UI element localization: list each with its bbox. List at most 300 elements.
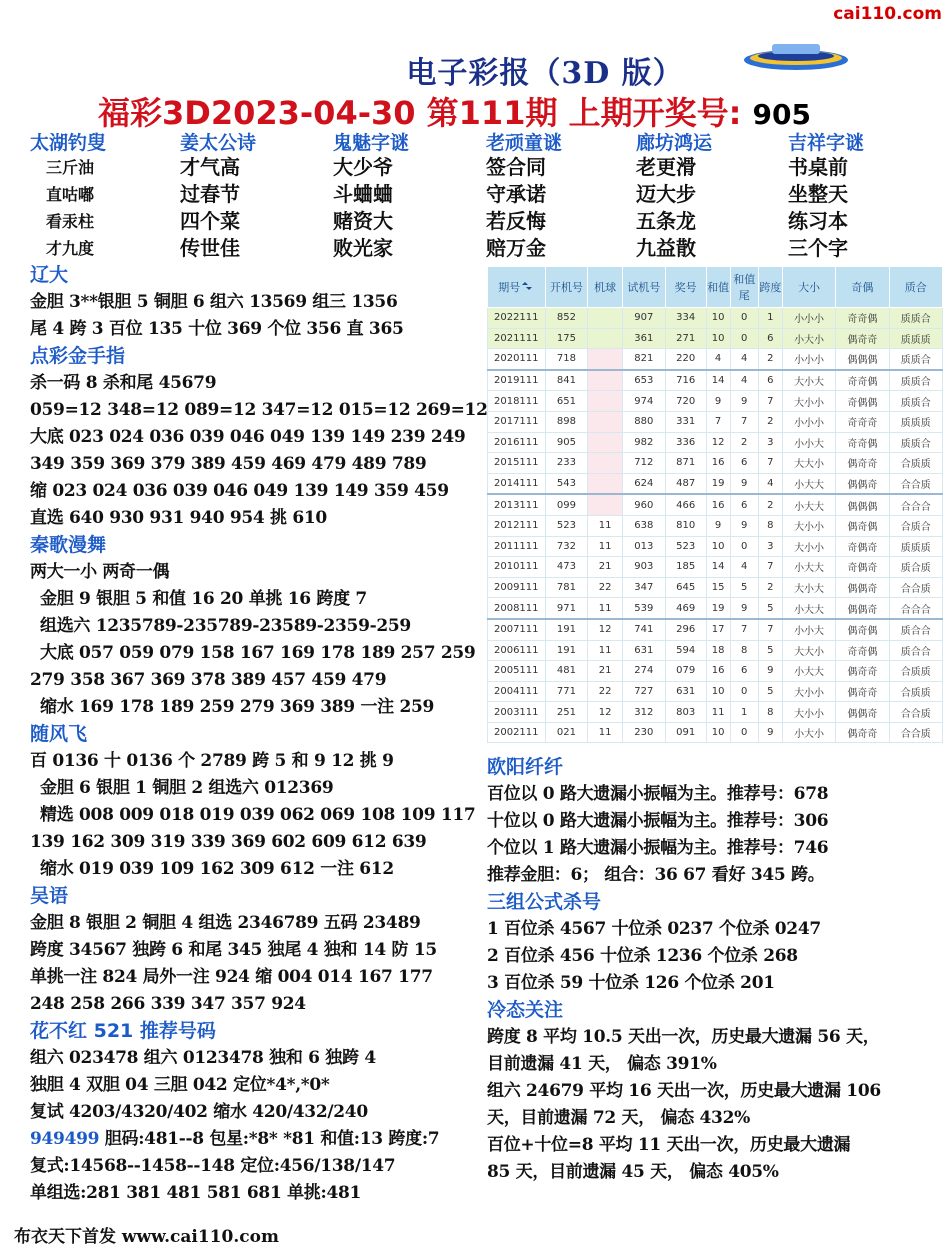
table-cell: 16 — [706, 661, 730, 682]
table-cell: 大小大 — [782, 577, 835, 598]
table-cell: 6 — [730, 494, 758, 515]
table-cell: 9 — [730, 598, 758, 619]
table-cell: 336 — [665, 432, 706, 453]
table-cell: 合合质 — [889, 702, 942, 723]
column-header: 奇偶 — [836, 267, 889, 308]
section-title-lengtai: 冷态关注 — [487, 999, 564, 1021]
table-cell: 21 — [588, 661, 623, 682]
table-cell: 14 — [706, 370, 730, 391]
table-cell: 6 — [730, 661, 758, 682]
table-cell: 624 — [622, 473, 665, 494]
footer: 布衣天下首发 www.cai110.com — [14, 1227, 279, 1247]
table-cell: 4 — [730, 370, 758, 391]
tip-line: 金胆 9 银胆 5 和值 16 20 单挑 16 跨度 7 — [40, 589, 367, 609]
table-cell: 347 — [622, 577, 665, 598]
table-cell: 小大小 — [782, 328, 835, 349]
table-row — [488, 577, 943, 598]
table-cell: 191 — [545, 619, 588, 640]
table-cell: 880 — [622, 411, 665, 432]
tip-line: 缩水 169 178 189 259 279 369 389 一注 259 — [40, 697, 435, 717]
table-cell: 偶奇偶 — [836, 515, 889, 536]
table-cell: 奇偶偶 — [836, 391, 889, 412]
riddle-line: 三个字 — [788, 236, 848, 260]
riddle-line: 败光家 — [333, 236, 393, 260]
table-cell: 712 — [622, 453, 665, 474]
code-949499: 949499 — [30, 1129, 100, 1149]
table-cell: 偶偶奇 — [836, 598, 889, 619]
table-cell: 11 — [588, 598, 623, 619]
table-cell: 质合质 — [889, 557, 942, 578]
table-cell: 7 — [758, 619, 782, 640]
section-title-ouyang: 欧阳纤纤 — [487, 756, 564, 778]
table-row — [488, 391, 943, 412]
column-header-period[interactable]: 期号 — [488, 267, 546, 308]
table-cell: 小大大 — [782, 494, 835, 515]
table-cell: 质质合 — [889, 432, 942, 453]
table-cell: 2013111 — [488, 494, 546, 515]
table-cell — [588, 370, 623, 391]
table-row — [488, 619, 943, 640]
tip-line: 金胆 8 银胆 2 铜胆 4 组选 2346789 五码 23489 — [30, 913, 421, 933]
riddle-line: 才九度 — [46, 239, 95, 258]
riddle-line: 赌资大 — [333, 209, 393, 233]
table-cell: 905 — [545, 432, 588, 453]
table-cell: 质质质 — [889, 411, 942, 432]
table-cell: 631 — [622, 640, 665, 661]
history-table — [487, 266, 943, 743]
table-cell: 3 — [758, 536, 782, 557]
table-cell: 821 — [622, 349, 665, 370]
table-cell: 2010111 — [488, 557, 546, 578]
section-title-suifeng: 随风飞 — [30, 723, 88, 745]
table-cell: 质质合 — [889, 349, 942, 370]
table-cell: 487 — [665, 473, 706, 494]
column-header: 和值尾 — [730, 267, 758, 308]
table-cell: 质质质 — [889, 328, 942, 349]
table-cell: 631 — [665, 681, 706, 702]
table-cell: 偶奇奇 — [836, 661, 889, 682]
table-cell: 12 — [588, 702, 623, 723]
table-cell: 7 — [706, 411, 730, 432]
table-row — [488, 349, 943, 370]
riddle-line: 五条龙 — [636, 209, 696, 233]
table-cell: 偶偶偶 — [836, 494, 889, 515]
riddle-column-header: 太湖钓叟 — [30, 132, 107, 154]
riddle-line: 过春节 — [180, 182, 240, 206]
table-row — [488, 411, 943, 432]
table-cell: 小小大 — [782, 432, 835, 453]
table-row — [488, 598, 943, 619]
table-cell: 079 — [665, 661, 706, 682]
headline-text: 福彩3D2023-04-30 第111期 上期开奖号: — [98, 94, 742, 132]
table-cell: 361 — [622, 328, 665, 349]
tip-line: 349 359 369 379 389 459 469 479 489 789 — [30, 454, 427, 474]
table-cell: 0 — [730, 536, 758, 557]
table-cell: 小大大 — [782, 598, 835, 619]
table-cell: 2015111 — [488, 453, 546, 474]
table-cell: 合质质 — [889, 661, 942, 682]
table-cell: 2 — [758, 411, 782, 432]
table-cell: 230 — [622, 722, 665, 743]
table-cell: 7 — [730, 619, 758, 640]
table-row — [488, 370, 943, 391]
table-row — [488, 661, 943, 682]
table-row — [488, 536, 943, 557]
table-cell: 982 — [622, 432, 665, 453]
table-cell: 2004111 — [488, 681, 546, 702]
table-cell: 852 — [545, 308, 588, 329]
table-row — [488, 640, 943, 661]
table-cell: 8 — [758, 702, 782, 723]
table-cell: 539 — [622, 598, 665, 619]
table-cell: 合合质 — [889, 473, 942, 494]
tip-line: 279 358 367 369 378 389 457 459 479 — [30, 670, 387, 690]
table-cell: 偶偶偶 — [836, 349, 889, 370]
table-cell: 合质合 — [889, 515, 942, 536]
table-cell — [588, 411, 623, 432]
table-cell: 2021111 — [488, 328, 546, 349]
table-cell: 7 — [758, 391, 782, 412]
riddle-line: 大少爷 — [333, 155, 393, 179]
tip-line: 复试 4203/4320/402 缩水 420/432/240 — [30, 1102, 368, 1122]
table-cell: 11 — [588, 640, 623, 661]
table-cell: 小大大 — [782, 661, 835, 682]
history-table-header — [488, 267, 943, 308]
table-cell: 16 — [706, 453, 730, 474]
table-cell: 903 — [622, 557, 665, 578]
riddle-column-3 — [333, 128, 483, 262]
table-cell: 2018111 — [488, 391, 546, 412]
table-row — [488, 722, 943, 743]
table-cell: 1 — [730, 702, 758, 723]
table-cell: 469 — [665, 598, 706, 619]
table-cell: 8 — [730, 640, 758, 661]
table-cell: 合合合 — [889, 598, 942, 619]
tip-line: 精选 008 009 018 019 039 062 069 108 109 117 — [40, 805, 476, 825]
table-cell: 220 — [665, 349, 706, 370]
watermark: cai110.com — [833, 4, 942, 24]
table-cell: 偶奇奇 — [836, 328, 889, 349]
table-cell: 奇奇偶 — [836, 432, 889, 453]
tip-line: 1 百位杀 4567 十位杀 0237 个位杀 0247 — [487, 919, 821, 939]
table-cell: 质质合 — [889, 391, 942, 412]
column-header: 奖号 — [665, 267, 706, 308]
tip-line: 尾 4 跨 3 百位 135 十位 369 个位 356 直 365 — [30, 319, 404, 339]
table-cell: 9 — [706, 515, 730, 536]
table-cell: 2011111 — [488, 536, 546, 557]
tip-line: 目前遗漏 41 天， 偏态 391% — [487, 1054, 717, 1074]
table-cell: 大小小 — [782, 536, 835, 557]
table-cell: 小小大 — [782, 619, 835, 640]
table-cell: 638 — [622, 515, 665, 536]
table-cell: 12 — [588, 619, 623, 640]
table-cell: 奇奇偶 — [836, 640, 889, 661]
table-cell: 7 — [758, 557, 782, 578]
riddle-line: 三斤油 — [46, 158, 95, 177]
tip-line: 85 天，目前遗漏 45 天， 偏态 405% — [487, 1162, 779, 1182]
column-header: 跨度 — [758, 267, 782, 308]
table-cell: 274 — [622, 661, 665, 682]
tip-line: 059=12 348=12 089=12 347=12 015=12 269=12 — [30, 400, 488, 420]
table-cell: 4 — [730, 349, 758, 370]
table-cell: 898 — [545, 411, 588, 432]
tip-line: 248 258 266 339 347 357 924 — [30, 994, 306, 1014]
riddle-line: 守承诺 — [486, 182, 546, 206]
table-cell: 907 — [622, 308, 665, 329]
table-cell: 233 — [545, 453, 588, 474]
tip-line-949499 — [30, 1126, 480, 1153]
tip-line: 十位以 0 路大遗漏小振幅为主。推荐号：306 — [487, 811, 829, 831]
table-cell: 718 — [545, 349, 588, 370]
table-cell: 6 — [758, 370, 782, 391]
table-cell: 1 — [758, 308, 782, 329]
riddle-column-header: 姜太公诗 — [180, 132, 257, 154]
table-cell: 22 — [588, 577, 623, 598]
table-cell: 2 — [730, 432, 758, 453]
table-cell: 841 — [545, 370, 588, 391]
table-cell: 18 — [706, 640, 730, 661]
table-cell: 2007111 — [488, 619, 546, 640]
table-cell: 偶偶奇 — [836, 702, 889, 723]
tip-line: 2 百位杀 456 十位杀 1236 个位杀 268 — [487, 946, 798, 966]
riddle-column-1 — [30, 128, 180, 262]
table-cell: 大小小 — [782, 681, 835, 702]
column-header: 大小 — [782, 267, 835, 308]
table-cell: 2022111 — [488, 308, 546, 329]
riddle-line: 练习本 — [788, 209, 848, 233]
table-row — [488, 432, 943, 453]
tip-line: 139 162 309 319 339 369 602 609 612 639 — [30, 832, 427, 852]
table-cell: 8 — [758, 515, 782, 536]
table-cell — [588, 473, 623, 494]
tip-line: 百位+十位=8 平均 11 天出一次，历史最大遗漏 — [487, 1135, 851, 1155]
table-row — [488, 702, 943, 723]
table-cell: 645 — [665, 577, 706, 598]
table-cell: 543 — [545, 473, 588, 494]
table-cell: 10 — [706, 681, 730, 702]
table-cell: 质质合 — [889, 370, 942, 391]
table-row — [488, 473, 943, 494]
table-cell: 2 — [758, 494, 782, 515]
column-header: 开机号 — [545, 267, 588, 308]
table-cell: 5 — [730, 577, 758, 598]
table-row — [488, 453, 943, 474]
table-cell: 5 — [758, 598, 782, 619]
section-title-sanzu: 三组公式杀号 — [487, 891, 602, 913]
riddle-column-header: 鬼魅字谜 — [333, 132, 410, 154]
table-cell: 小大大 — [782, 557, 835, 578]
table-cell: 偶奇奇 — [836, 453, 889, 474]
table-cell: 大大小 — [782, 640, 835, 661]
table-cell: 偶奇奇 — [836, 722, 889, 743]
tip-line: 金胆 3**银胆 5 铜胆 6 组六 13569 组三 1356 — [30, 292, 398, 312]
table-cell: 4 — [730, 557, 758, 578]
table-cell: 奇偶奇 — [836, 536, 889, 557]
column-header: 和值 — [706, 267, 730, 308]
riddle-line: 老更滑 — [636, 155, 696, 179]
table-row — [488, 308, 943, 329]
table-cell: 175 — [545, 328, 588, 349]
table-cell: 17 — [706, 619, 730, 640]
tip-line: 直选 640 930 931 940 954 挑 610 — [30, 508, 327, 528]
table-cell: 099 — [545, 494, 588, 515]
table-cell: 781 — [545, 577, 588, 598]
riddle-column-header: 老顽童谜 — [486, 132, 563, 154]
table-cell: 偶偶奇 — [836, 577, 889, 598]
table-cell: 14 — [706, 557, 730, 578]
table-cell: 741 — [622, 619, 665, 640]
table-cell: 0 — [730, 681, 758, 702]
tip-line: 金胆 6 银胆 1 铜胆 2 组选六 012369 — [40, 778, 334, 798]
table-cell: 732 — [545, 536, 588, 557]
riddle-column-header: 吉祥字谜 — [788, 132, 865, 154]
table-cell: 013 — [622, 536, 665, 557]
table-cell: 大小小 — [782, 391, 835, 412]
table-cell: 523 — [545, 515, 588, 536]
table-cell: 971 — [545, 598, 588, 619]
table-cell: 9 — [730, 515, 758, 536]
tip-line: 单组选:281 381 481 581 681 单挑:481 — [30, 1183, 362, 1203]
tip-line: 组选六 1235789-235789-23589-2359-259 — [40, 616, 411, 636]
table-cell: 5 — [758, 681, 782, 702]
tip-line: 跨度 34567 独跨 6 和尾 345 独尾 4 独和 14 防 15 — [30, 940, 437, 960]
table-cell — [588, 308, 623, 329]
table-cell: 4 — [758, 473, 782, 494]
tip-line: 天，目前遗漏 72 天， 偏态 432% — [487, 1108, 750, 1128]
table-cell: 466 — [665, 494, 706, 515]
section-title-liaoda: 辽大 — [30, 264, 69, 286]
table-cell: 质合合 — [889, 640, 942, 661]
riddle-line: 九益散 — [636, 236, 696, 260]
table-cell: 0 — [730, 722, 758, 743]
table-cell: 091 — [665, 722, 706, 743]
table-cell: 22 — [588, 681, 623, 702]
table-cell: 合合质 — [889, 577, 942, 598]
tip-line: 独胆 4 双胆 04 三胆 042 定位*4*,*0* — [30, 1075, 330, 1095]
sort-arrows-icon[interactable] — [520, 281, 534, 291]
tip-line: 缩 023 024 036 039 046 049 139 149 359 459 — [30, 481, 449, 501]
table-cell: 合质质 — [889, 681, 942, 702]
table-cell: 奇奇奇 — [836, 411, 889, 432]
table-cell: 小小小 — [782, 308, 835, 329]
table-cell: 9 — [706, 391, 730, 412]
table-cell — [588, 349, 623, 370]
table-cell: 6 — [758, 328, 782, 349]
table-cell: 4 — [706, 349, 730, 370]
table-cell: 2020111 — [488, 349, 546, 370]
table-cell: 10 — [706, 536, 730, 557]
riddle-column-2 — [180, 128, 330, 262]
riddle-line: 赔万金 — [486, 236, 546, 260]
table-cell: 481 — [545, 661, 588, 682]
table-cell: 803 — [665, 702, 706, 723]
column-header: 机球 — [588, 267, 623, 308]
table-cell: 2012111 — [488, 515, 546, 536]
table-cell: 2016111 — [488, 432, 546, 453]
table-cell: 9 — [758, 661, 782, 682]
table-cell: 偶偶奇 — [836, 473, 889, 494]
tip-line: 单挑一注 824 局外一注 924 缩 004 014 167 177 — [30, 967, 433, 987]
table-cell: 10 — [706, 308, 730, 329]
riddle-line: 坐整天 — [788, 182, 848, 206]
tip-line: 百 0136 十 0136 个 2789 跨 5 和 9 12 挑 9 — [30, 751, 394, 771]
table-cell: 0 — [730, 328, 758, 349]
tip-line: 个位以 1 路大遗漏小振幅为主。推荐号：746 — [487, 838, 829, 858]
table-cell: 21 — [588, 557, 623, 578]
table-cell: 6 — [730, 453, 758, 474]
table-cell: 523 — [665, 536, 706, 557]
table-cell: 651 — [545, 391, 588, 412]
table-cell: 12 — [706, 432, 730, 453]
table-cell — [588, 432, 623, 453]
riddle-line: 传世佳 — [180, 236, 240, 260]
section-title-qinge: 秦歌漫舞 — [30, 534, 107, 556]
left-column — [30, 262, 488, 1207]
table-cell — [588, 391, 623, 412]
table-row — [488, 515, 943, 536]
table-cell: 716 — [665, 370, 706, 391]
tip-line: 3 百位杀 59 十位杀 126 个位杀 201 — [487, 973, 775, 993]
table-row — [488, 328, 943, 349]
table-cell: 473 — [545, 557, 588, 578]
table-cell: 2 — [758, 577, 782, 598]
riddle-column-4 — [486, 128, 636, 262]
history-table-body — [488, 308, 943, 743]
table-row — [488, 681, 943, 702]
table-cell: 19 — [706, 598, 730, 619]
tip-line: 组六 023478 组六 0123478 独和 6 独跨 4 — [30, 1048, 376, 1068]
last-draw-number: 905 — [752, 98, 811, 131]
column-header: 质合 — [889, 267, 942, 308]
table-cell: 653 — [622, 370, 665, 391]
table-cell — [588, 453, 623, 474]
table-cell: 3 — [758, 432, 782, 453]
table-cell: 296 — [665, 619, 706, 640]
table-cell: 质质合 — [889, 308, 942, 329]
table-cell: 合合合 — [889, 494, 942, 515]
table-cell: 334 — [665, 308, 706, 329]
table-cell: 19 — [706, 473, 730, 494]
table-cell: 185 — [665, 557, 706, 578]
riddle-line: 斗蛐蛐 — [333, 182, 393, 206]
table-cell: 奇奇偶 — [836, 370, 889, 391]
table-cell: 奇奇偶 — [836, 308, 889, 329]
section-title-dianc: 点彩金手指 — [30, 345, 126, 367]
riddle-line: 四个菜 — [180, 209, 240, 233]
table-cell: 11 — [588, 722, 623, 743]
table-cell: 2014111 — [488, 473, 546, 494]
riddle-line: 若反悔 — [486, 209, 546, 233]
tip-line: 复式:14568--1458--148 定位:456/138/147 — [30, 1156, 396, 1176]
tip-line: 大底 023 024 036 039 046 049 139 149 239 249 — [30, 427, 466, 447]
table-cell: 2019111 — [488, 370, 546, 391]
tip-line: 缩水 019 039 109 162 309 612 一注 612 — [40, 859, 394, 879]
riddle-column-6 — [788, 128, 938, 262]
table-cell — [588, 328, 623, 349]
riddle-line: 看汞柱 — [46, 212, 95, 231]
table-cell: 11 — [588, 515, 623, 536]
table-row — [488, 557, 943, 578]
table-cell: 11 — [588, 536, 623, 557]
table-cell: 大大小 — [782, 453, 835, 474]
table-cell: 偶奇奇 — [836, 681, 889, 702]
tip-line: 组六 24679 平均 16 天出一次，历史最大遗漏 106 — [487, 1081, 881, 1101]
column-header: 试机号 — [622, 267, 665, 308]
table-cell: 11 — [706, 702, 730, 723]
table-cell: 594 — [665, 640, 706, 661]
table-cell: 质质质 — [889, 536, 942, 557]
table-cell: 15 — [706, 577, 730, 598]
